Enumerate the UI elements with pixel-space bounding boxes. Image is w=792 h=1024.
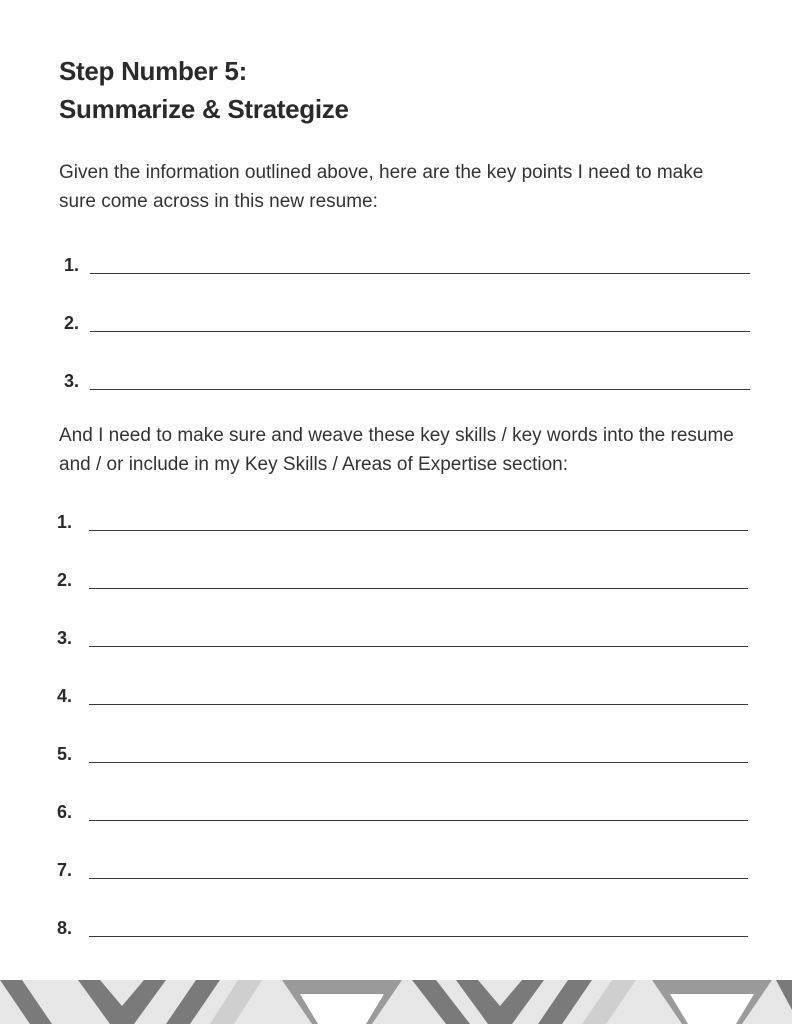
key-skill-row: [57, 561, 748, 591]
key-skill-blank-line[interactable]: [89, 936, 748, 937]
key-skill-blank-line[interactable]: [89, 820, 748, 821]
key-skill-blank-line[interactable]: [89, 762, 748, 763]
key-skill-number: 4.: [57, 686, 73, 706]
page-title-line-1: Step Number 5:: [59, 56, 247, 86]
key-skill-blank-line[interactable]: [89, 646, 748, 647]
key-point-number: 1.: [64, 255, 80, 275]
key-point-blank-line[interactable]: [90, 331, 750, 332]
key-point-number: 2.: [64, 313, 80, 333]
key-skill-row: [57, 909, 748, 939]
page-title: [59, 52, 349, 128]
key-skill-number: 1.: [57, 512, 73, 532]
key-skill-row: [57, 619, 748, 649]
key-skill-blank-line[interactable]: [89, 704, 748, 705]
key-skill-blank-line[interactable]: [89, 530, 748, 531]
decorative-hexagon-pattern: [0, 980, 792, 1024]
key-skills-instructions: And I need to make sure and weave these key skills / key words into the resume and / or include in my Key Skills / Areas of Expertise section:: [59, 425, 734, 475]
key-point-row: [64, 362, 750, 392]
key-points-instructions: Given the information outlined above, here are the key points I need to make sure come across in this new resume:: [59, 162, 704, 212]
key-skill-blank-line[interactable]: [89, 588, 748, 589]
key-skill-number: 8.: [57, 918, 73, 938]
key-point-blank-line[interactable]: [90, 389, 750, 390]
key-point-row: [64, 246, 750, 276]
key-skill-number: 5.: [57, 744, 73, 764]
key-skill-number: 3.: [57, 628, 73, 648]
key-skill-number: 7.: [57, 860, 73, 880]
page-title-line-2: Summarize & Strategize: [59, 94, 349, 124]
key-point-row: [64, 304, 750, 334]
key-skill-blank-line[interactable]: [89, 878, 748, 879]
key-point-number: 3.: [64, 371, 80, 391]
key-skill-row: [57, 503, 748, 533]
key-skill-row: [57, 735, 748, 765]
key-skill-number: 2.: [57, 570, 73, 590]
key-point-blank-line[interactable]: [90, 273, 750, 274]
key-skill-number: 6.: [57, 802, 73, 822]
key-skill-row: [57, 793, 748, 823]
key-skill-row: [57, 677, 748, 707]
key-skill-row: [57, 851, 748, 881]
